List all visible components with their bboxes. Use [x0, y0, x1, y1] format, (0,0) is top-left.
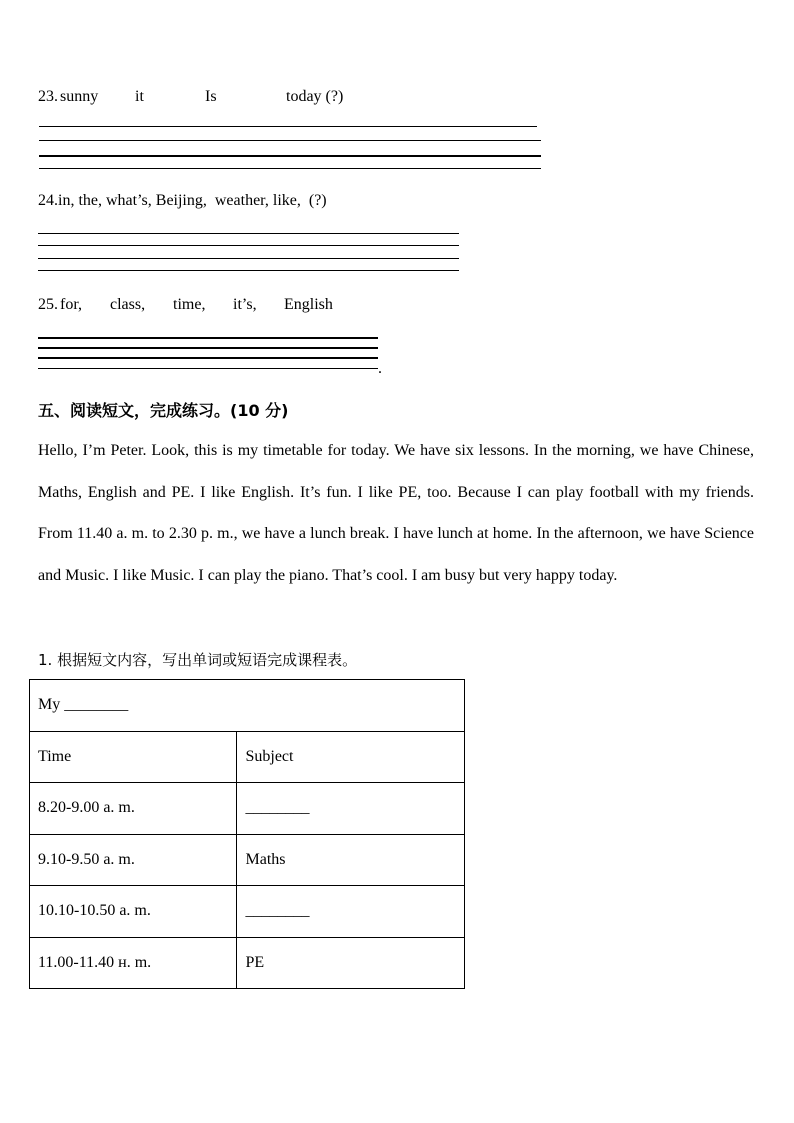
question-number: 24. — [38, 192, 58, 209]
answer-line[interactable] — [38, 233, 459, 234]
word-4: today (?) — [286, 88, 344, 105]
answer-line[interactable] — [38, 245, 459, 246]
word-3: Is — [205, 88, 217, 105]
answer-line[interactable] — [38, 337, 378, 339]
reading-passage: Hello, I’m Peter. Look, this is my timetable for today. We have six lessons. In the morning, we have Chinese, Maths, English and PE. I like English. It’s fun. I like PE, too. Because I can play football with my friends. From 11.40 a. m. to 2.30 p. m., we have a lunch break. I have lunch at home. In the afternoon, we have Science and Music. I like Music. I can play the piano. That’s cool. I am busy but very happy today. — [38, 442, 754, 584]
subject-blank[interactable]: ________ — [237, 783, 465, 835]
question-23 — [38, 87, 58, 107]
table-row — [30, 783, 465, 835]
timetable-title[interactable]: My ________ — [30, 680, 465, 732]
answer-line[interactable] — [39, 168, 541, 169]
answer-line[interactable] — [38, 258, 459, 259]
table-row — [30, 834, 465, 886]
question-number: 23. — [38, 88, 58, 105]
answer-line[interactable] — [39, 140, 541, 141]
answer-line[interactable] — [38, 357, 378, 359]
word-2: it — [135, 88, 144, 105]
word-5: English — [284, 296, 333, 313]
subject-cell: PE — [237, 937, 465, 989]
section-title: 五、阅读短文，完成练习。(10 分) — [38, 401, 289, 420]
question-24 — [38, 191, 327, 211]
table-row — [30, 937, 465, 989]
time-cell: 9.10-9.50 a. m. — [30, 834, 237, 886]
table-row — [30, 680, 465, 732]
word-4: it’s, — [233, 296, 257, 313]
answer-line[interactable] — [38, 347, 378, 349]
table-row — [30, 886, 465, 938]
answer-line[interactable] — [38, 368, 378, 369]
question-number: 25. — [38, 296, 58, 313]
word-2: class, — [110, 296, 146, 313]
table-header-row — [30, 731, 465, 783]
answer-line[interactable] — [38, 270, 459, 271]
subject-blank[interactable]: ________ — [237, 886, 465, 938]
word-3: time, — [173, 296, 206, 313]
timetable — [29, 679, 465, 989]
time-cell: 11.00-11.40 н. m. — [30, 937, 237, 989]
word-1: sunny — [60, 88, 99, 105]
header-time: Time — [30, 731, 237, 783]
end-mark: . — [378, 360, 382, 377]
answer-line[interactable] — [39, 126, 537, 127]
task-instruction: 1. 根据短文内容，写出单词或短语完成课程表。 — [38, 651, 358, 669]
question-words: in, the, what’s, Beijing, weather, like, (?) — [58, 192, 327, 209]
time-cell: 10.10-10.50 a. m. — [30, 886, 237, 938]
word-1: for, — [60, 296, 83, 313]
answer-line[interactable] — [39, 155, 541, 157]
header-subject: Subject — [237, 731, 465, 783]
time-cell: 8.20-9.00 a. m. — [30, 783, 237, 835]
subject-cell: Maths — [237, 834, 465, 886]
